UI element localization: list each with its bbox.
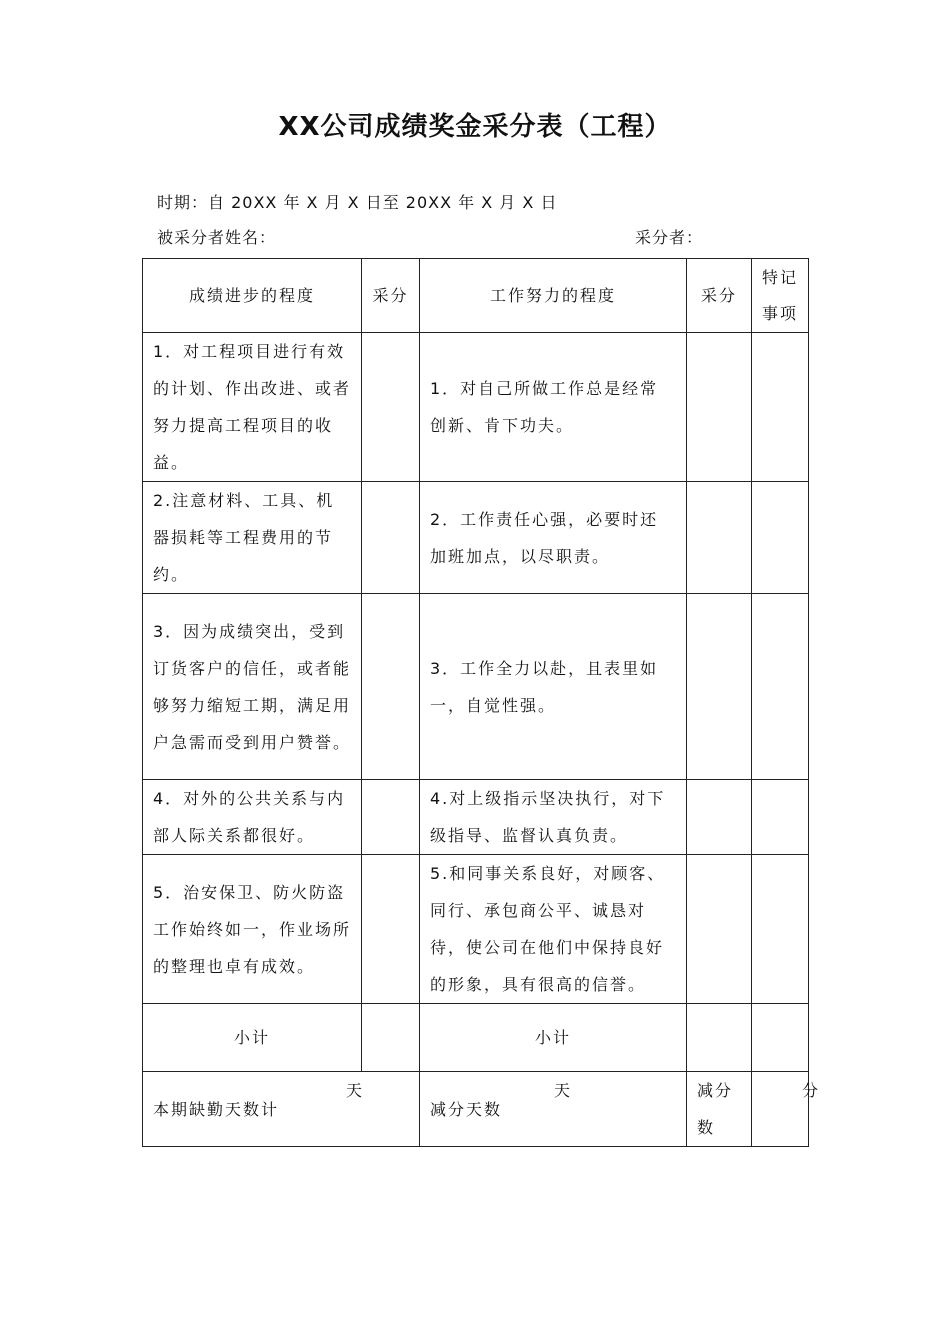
notes-cell-2[interactable] xyxy=(752,482,809,594)
notes-cell-4[interactable] xyxy=(752,780,809,855)
effort-item-2: 2．工作责任心强，必要时还加班加点，以尽职责。 xyxy=(420,482,687,594)
table-row xyxy=(143,780,809,855)
absence-days-unit: 天 xyxy=(346,1081,365,1100)
subtotal-effort-score[interactable] xyxy=(687,1004,752,1072)
progress-item-2: 2.注意材料、工具、机器损耗等工程费用的节约。 xyxy=(143,482,362,594)
deduct-notes-cell[interactable] xyxy=(752,1072,809,1147)
effort-item-3: 3．工作全力以赴，且表里如一，自觉性强。 xyxy=(420,594,687,780)
table-row xyxy=(143,855,809,1004)
header-row xyxy=(143,259,809,333)
notes-cell-5[interactable] xyxy=(752,855,809,1004)
header-notes-line-1: 特记 xyxy=(762,267,799,287)
deduct-days-cell[interactable] xyxy=(420,1072,687,1147)
deduct-points-unit: 分 xyxy=(802,1081,821,1100)
effort-score-cell-4[interactable] xyxy=(687,780,752,855)
absence-days-label: 本期缺勤天数计 xyxy=(153,1099,280,1119)
header-notes-line-2: 事项 xyxy=(762,303,799,323)
subtotal-effort-label: 小计 xyxy=(420,1004,687,1072)
evaluation-period: 时期：自 20XX 年 X 月 X 日至 20XX 年 X 月 X 日 xyxy=(157,193,558,212)
progress-score-cell-5[interactable] xyxy=(362,855,420,1004)
subtotal-row xyxy=(143,1004,809,1072)
deduct-points-cell[interactable] xyxy=(687,1072,821,1147)
progress-score-cell-3[interactable] xyxy=(362,594,420,780)
absence-row xyxy=(143,1072,809,1147)
progress-score-cell-1[interactable] xyxy=(362,333,420,482)
effort-score-cell-2[interactable] xyxy=(687,482,752,594)
score-table xyxy=(142,258,821,1147)
notes-cell-3[interactable] xyxy=(752,594,809,780)
progress-item-4: 4．对外的公共关系与内部人际关系都很好。 xyxy=(143,780,362,855)
effort-score-cell-5[interactable] xyxy=(687,855,752,1004)
deduct-days-label: 减分天数 xyxy=(430,1099,503,1119)
effort-score-cell-1[interactable] xyxy=(687,333,752,482)
deduct-points-label: 减分数 xyxy=(697,1081,734,1137)
effort-score-cell-3[interactable] xyxy=(687,594,752,780)
effort-item-5: 5.和同事关系良好，对顾客、同行、承包商公平、诚恳对待，使公司在他们中保持良好的形象，具有很高的信誉。 xyxy=(420,855,687,1004)
progress-score-cell-2[interactable] xyxy=(362,482,420,594)
progress-item-5: 5．治安保卫、防火防盗工作始终如一，作业场所的整理也卓有成效。 xyxy=(143,855,362,1004)
page-title: XX公司成绩奖金采分表（工程） xyxy=(278,112,672,142)
subtotal-progress-label: 小计 xyxy=(143,1004,362,1072)
subtotal-progress-score[interactable] xyxy=(362,1004,420,1072)
header-score-1: 采分 xyxy=(362,259,420,333)
evaluatee-name-label: 被采分者姓名： xyxy=(157,228,277,247)
notes-cell-1[interactable] xyxy=(752,333,809,482)
progress-item-1: 1．对工程项目进行有效的计划、作出改进、或者努力提高工程项目的收益。 xyxy=(143,333,362,482)
progress-score-cell-4[interactable] xyxy=(362,780,420,855)
scorer-label: 采分者： xyxy=(635,228,704,247)
effort-item-1: 1．对自己所做工作总是经常创新、肯下功夫。 xyxy=(420,333,687,482)
header-notes xyxy=(752,259,809,333)
header-score-2: 采分 xyxy=(687,259,752,333)
header-effort: 工作努力的程度 xyxy=(420,259,687,333)
table-row xyxy=(143,482,809,594)
subtotal-notes[interactable] xyxy=(752,1004,809,1072)
effort-item-4: 4.对上级指示坚决执行，对下级指导、监督认真负责。 xyxy=(420,780,687,855)
table-row xyxy=(143,333,809,482)
name-line xyxy=(157,225,717,248)
header-progress: 成绩进步的程度 xyxy=(143,259,362,333)
progress-item-3: 3．因为成绩突出，受到订货客户的信任，或者能够努力缩短工期，满足用户急需而受到用户赞誉。 xyxy=(143,594,362,780)
table-row xyxy=(143,594,809,780)
absence-days-cell[interactable] xyxy=(143,1072,420,1147)
deduct-days-unit: 天 xyxy=(554,1081,573,1100)
